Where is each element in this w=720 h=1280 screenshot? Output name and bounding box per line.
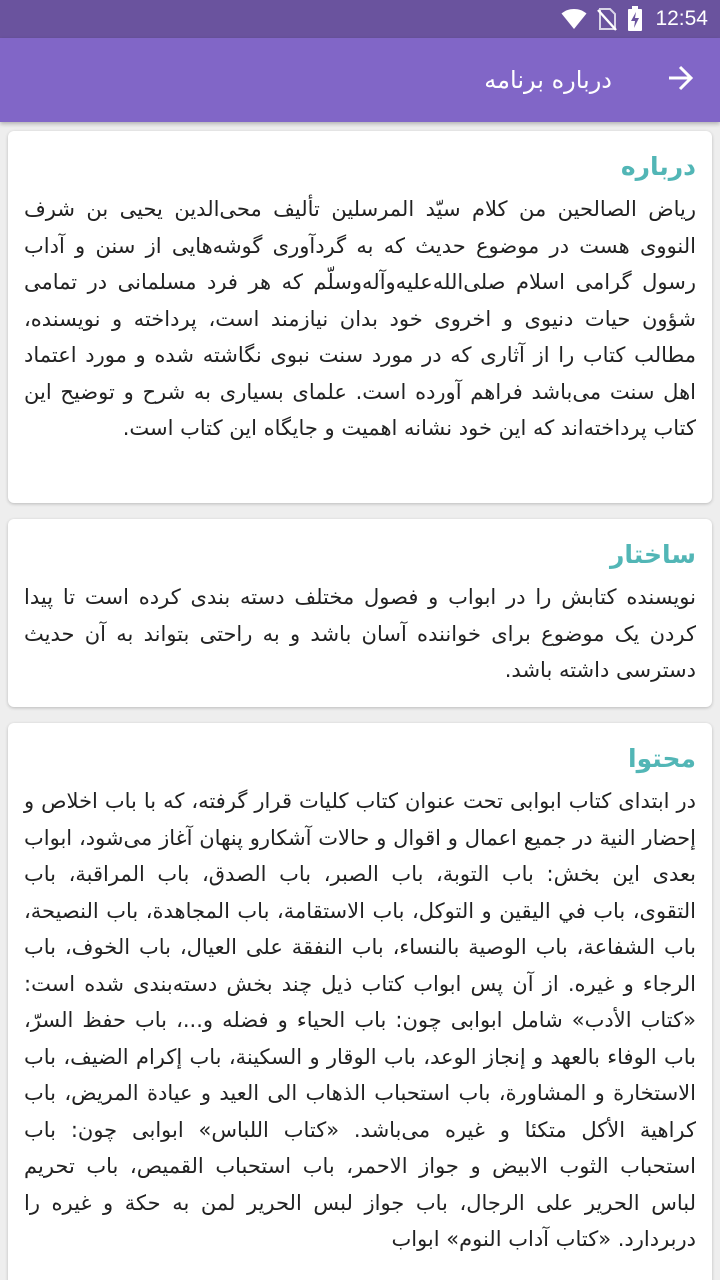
- status-icons: [561, 0, 708, 38]
- status-bar: [0, 0, 720, 38]
- app-bar: [0, 38, 720, 122]
- about-card: [8, 131, 712, 503]
- content-card: [8, 723, 712, 1280]
- wifi-icon: [561, 8, 587, 30]
- status-time: 12:54: [655, 7, 708, 30]
- no-sim-icon: [597, 7, 617, 31]
- arrow-back-icon[interactable]: [666, 64, 694, 96]
- page-title: درباره برنامه: [484, 66, 612, 94]
- battery-charging-icon: [627, 6, 643, 32]
- about-card-body: ریاض الصالحین من کلام سیّد المرسلین تألیف محی‌الدین یحیی بن شرف النووی هست در موضوع حدیث که به گردآوری گوشه‌هایی از سنن و آداب رسول گرامی اسلام صلی‌الله‌علیه‌وآله‌وسلّم که هر فرد مسلمانی در تمامی شؤون حیات دنیوی و اخروی خود بدان نیازمند است، پرداخته و نویسنده، مطالب کتاب را از آثاری که در مورد سنت نبوی نگاشته شده و مورد اعتماد اهل سنت می‌باشد فراهم آورده است. علمای بسیاری به شرح و توضیح این کتاب پرداخته‌اند که این خود نشانه اهمیت و جایگاه این کتاب است.: [24, 197, 696, 440]
- content-card-body: در ابتدای کتاب ابوابی تحت عنوان کتاب کلیات قرار گرفته، که با باب اخلاص و إحضار النیة در جمیع اعمال و اقوال و حالات آشکارو پنهان آغاز می‌شود، ابواب بعدی این بخش: باب التوبة، باب الصبر، باب الصدق، باب المراقبة، باب التقوى، باب في الیقین و التوکل، باب الاستقامة، باب المجاهدة، باب النصیحة، باب الشفاعة، باب الوصیة بالنساء، باب النفقة على العیال، باب الخوف، باب الرجاء و غیره. از آن پس ابواب کتاب ذیل چند بخش دسته‌بندی شده است: «کتاب الأدب» شامل ابوابی چون: باب الحیاء و فضله و...، باب حفظ السرّ، باب الوفاء بالعهد و إنجاز الوعد، باب الوقار و السکینة، باب إکرام الضیف، باب الاستخارة و المشاورة، باب استحباب الذهاب الی العید و عیادة المریض، باب کراهیة الأکل متکئا و غیره می‌باشد. «کتاب اللباس» ابوابی چون: باب استحباب الثوب الابیض و جواز الاحمر، باب استحباب القمیص، باب تحریم لباس الحریر علی الرجال، باب جواز لبس الحریر لمن به حکة و غیره را دربردارد. «کتاب آداب النوم» ابواب: [24, 789, 696, 1251]
- back-button[interactable]: [656, 56, 704, 104]
- structure-card-title: ساختار: [610, 540, 696, 569]
- content-card-title: محتوا: [628, 744, 696, 773]
- about-card-title: درباره: [620, 152, 696, 181]
- structure-card-body: نویسنده کتابش را در ابواب و فصول مختلف دسته بندی کرده است تا پیدا کردن یک موضوع برای خواننده آسان باشد و به راحتی بتواند به آن حدیث دسترسی داشته باشد.: [24, 585, 696, 682]
- structure-card: [8, 519, 712, 707]
- content-scroll[interactable]: [0, 122, 720, 1280]
